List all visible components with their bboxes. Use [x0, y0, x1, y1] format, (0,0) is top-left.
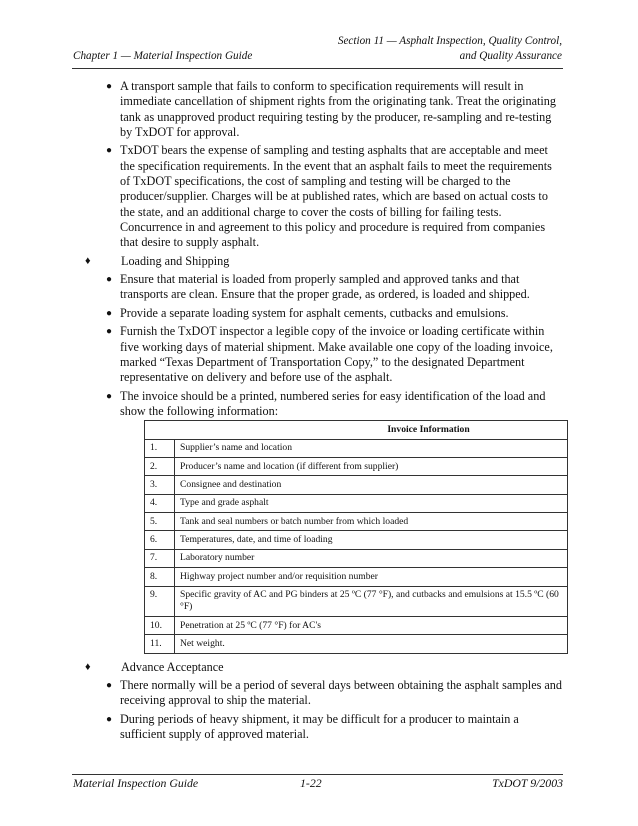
diamond-bullet-icon: ♦ [85, 660, 91, 673]
list-item: ● A transport sample that fails to conform to specification requirements will result in immediate cancellation of shipment rights from the originating tank. Treat the originating tank as unapproved product requiring testing by the producer, re-sampling and re-testing by TxDOT for approval. [106, 79, 556, 139]
invoice-information-table [144, 420, 568, 654]
table-row: 10. Penetration at 25 ºC (77 °F) for AC's [145, 616, 568, 634]
header-section-line2: and Quality Assurance [459, 50, 562, 62]
bullet-icon: ● [106, 81, 113, 92]
header-rule [72, 68, 563, 69]
list-item: ● There normally will be a period of several days between obtaining the asphalt samples and receiving approval to ship the material. [106, 677, 562, 708]
table-row: 7. Laboratory number [145, 549, 568, 567]
diamond-bullet-icon: ♦ [85, 254, 91, 267]
table-row: 3. Consignee and destination [145, 476, 568, 494]
bullet-icon: ● [106, 713, 113, 725]
table-row: 4. Type and grade asphalt [145, 494, 568, 512]
table-row: 2. Producer’s name and location (if different from supplier) [145, 457, 568, 475]
header-chapter: Chapter 1 — Material Inspection Guide [73, 50, 253, 62]
list-item: ● Provide a separate loading system for asphalt cements, cutbacks and emulsions. [106, 305, 509, 320]
list-item: ● Furnish the TxDOT inspector a legible copy of the invoice or loading certificate within five working days of material shipment. Make available one copy of the loading invoice, marked “Texas Department of Transportation Copy,” to the designated Department representative on delivery and before use of the asphalt. [106, 324, 553, 385]
loading-bullet-list [72, 272, 564, 419]
running-header-section [300, 34, 562, 64]
bullet-icon: ● [106, 145, 113, 157]
list-item: ● Ensure that material is loaded from properly sampled and approved tanks and that transports are clean. Ensure that the proper grade, as ordered, is loaded and shipped. [106, 271, 530, 302]
list-item: ● The invoice should be a printed, numbered series for easy identification of the load and show the following information: [106, 388, 546, 418]
footer-date: TxDOT 9/2003 [492, 776, 563, 790]
table-row: 11. Net weight. [145, 635, 568, 653]
advance-bullet-list [72, 678, 564, 742]
bullet-icon: ● [106, 390, 113, 402]
bullet-icon: ● [106, 326, 113, 338]
footer-rule [72, 774, 563, 775]
bullet-icon: ● [106, 679, 113, 691]
table-row: 1. Supplier’s name and location [145, 439, 568, 457]
list-item: ● During periods of heavy shipment, it may be difficult for a producer to maintain a sufficient supply of approved material. [106, 711, 519, 742]
table-row: 5. Tank and seal numbers or batch number from which loaded [145, 513, 568, 531]
loading-shipping-heading: ♦ Loading and Shipping [85, 253, 230, 268]
header-section-line1: Section 11 — Asphalt Inspection, Quality Control, [337, 35, 562, 47]
advance-acceptance-heading: ♦ Advance Acceptance [85, 659, 224, 674]
page-body [72, 79, 564, 746]
table-row: 9. Specific gravity of AC and PG binders at 25 ºC (77 °F), and cutbacks and emulsions at 15.5 ºC (60 °F) [145, 586, 568, 616]
table-row: 6. Temperatures, date, and time of loading [145, 531, 568, 549]
footer-guide-title: Material Inspection Guide [73, 776, 199, 790]
list-item: ● TxDOT bears the expense of sampling and testing asphalts that are acceptable and meet the specification requirements. In the event that an asphalt fails to meet the requirements of TxDOT specifications, the cost of sampling and testing will be charged to the producer/supplier. Charges will be at published rates, which are based on actual costs to the state, and an additional charge to cover the costs of billing for failing tests. Concurrence in and agreement to this policy and procedure is required from companies that desire to supply asphalt. [106, 143, 552, 250]
intro-bullet-list [72, 79, 564, 250]
bullet-icon: ● [106, 307, 113, 319]
table-header-row [145, 421, 568, 439]
bullet-icon: ● [106, 273, 113, 285]
footer-page-number: 1-22 [300, 776, 322, 790]
table-row: 8. Highway project number and/or requisition number [145, 568, 568, 586]
table-title: Invoice Information [145, 421, 568, 439]
